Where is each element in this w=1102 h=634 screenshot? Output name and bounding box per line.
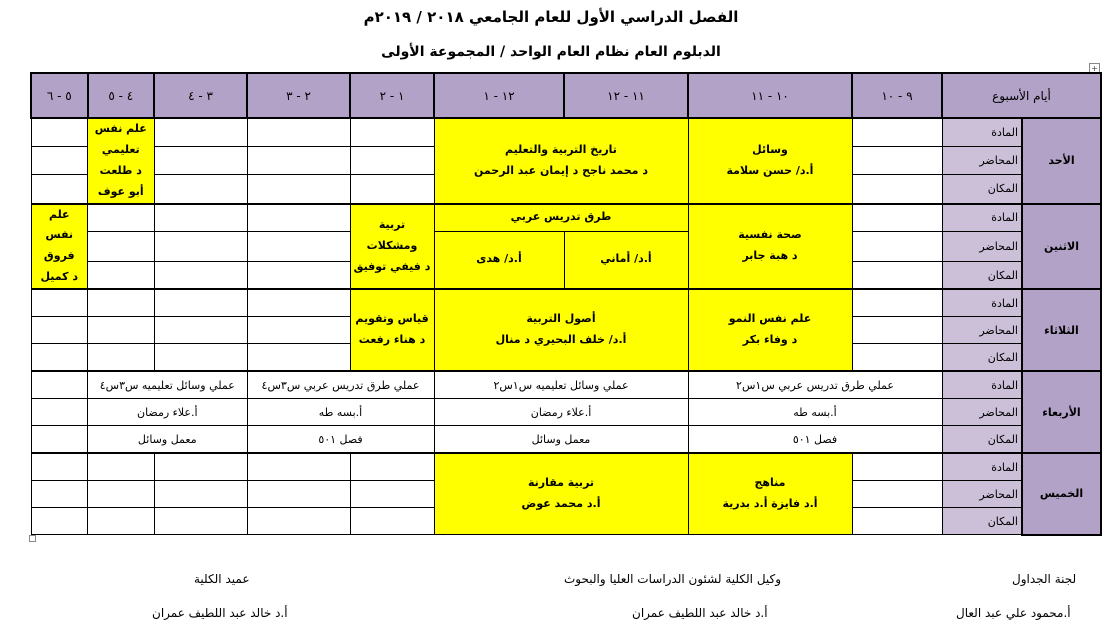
empty-cell xyxy=(247,175,350,204)
subject-label: المادة xyxy=(942,204,1022,232)
empty-cell xyxy=(154,175,247,204)
class-cell xyxy=(434,289,688,371)
dean-name: أ.د خالد عبد اللطيف عمران xyxy=(152,606,288,620)
sunday-subject-row xyxy=(31,118,1101,147)
empty-cell xyxy=(852,344,942,372)
empty-cell xyxy=(154,118,247,147)
committee-title: لجنة الجداول xyxy=(1012,572,1077,586)
empty-cell xyxy=(154,344,247,372)
empty-cell xyxy=(31,481,88,508)
empty-cell xyxy=(154,231,247,262)
class-cell xyxy=(688,204,852,290)
empty-cell xyxy=(247,231,350,262)
lab-subject: عملي طرق تدريس عربي س١س٢ xyxy=(688,371,942,399)
subject-name: تربية مقارنة xyxy=(527,476,595,490)
period-header: ٢ - ٣ xyxy=(247,73,350,118)
subject-name: قياس وتقويم xyxy=(355,312,429,326)
empty-cell xyxy=(154,147,247,175)
empty-cell xyxy=(852,204,942,232)
class-cell xyxy=(688,453,852,535)
place-label: المكان xyxy=(942,426,1022,454)
place-label: المكان xyxy=(942,262,1022,290)
empty-cell xyxy=(154,508,247,535)
subject-name: علم نفس تعليمي xyxy=(94,122,147,156)
lecturer-name: أ.د/ حسن سلامة xyxy=(726,163,814,177)
place-label: المكان xyxy=(942,344,1022,372)
empty-cell xyxy=(247,317,350,344)
lecturer-name: د كميل xyxy=(40,270,79,284)
empty-cell xyxy=(350,453,434,481)
monday-lecturer-row xyxy=(31,231,1101,262)
day-sunday: الأحد xyxy=(1022,118,1101,204)
empty-cell xyxy=(852,231,942,262)
lecturer-name: د هناء رفعت xyxy=(358,333,426,347)
period-header: ١٠ - ١١ xyxy=(688,73,852,118)
class-cell xyxy=(350,289,434,371)
empty-cell xyxy=(852,118,942,147)
period-header: ١١ - ١٢ xyxy=(564,73,688,118)
period-header: ٥ - ٦ xyxy=(31,73,88,118)
empty-cell xyxy=(31,147,88,175)
empty-cell xyxy=(31,289,88,317)
empty-cell xyxy=(154,262,247,290)
empty-cell xyxy=(247,289,350,317)
lecturer-cell: أ.د/ أماني xyxy=(564,231,688,289)
empty-cell xyxy=(31,453,88,481)
table-resize-handle[interactable] xyxy=(29,535,36,542)
lab-lecturer: أ.بسه طه xyxy=(247,399,434,426)
lab-lecturer: أ.بسه طه xyxy=(688,399,942,426)
vice-dean-name: أ.د خالد عبد اللطيف عمران xyxy=(632,606,768,620)
period-header: ٣ - ٤ xyxy=(154,73,247,118)
empty-cell xyxy=(247,147,350,175)
empty-cell xyxy=(31,426,88,454)
lab-place: معمل وسائل xyxy=(88,426,247,454)
lab-place: معمل وسائل xyxy=(434,426,688,454)
empty-cell xyxy=(852,481,942,508)
lab-lecturer: أ.علاء رمضان xyxy=(88,399,247,426)
empty-cell xyxy=(852,262,942,290)
header-row xyxy=(31,73,1101,118)
empty-cell xyxy=(247,481,350,508)
page-title: الفصل الدراسي الأول للعام الجامعي ٢٠١٨ / ٢٠١٩م xyxy=(363,8,739,26)
subject-name: صحة نفسية xyxy=(738,228,802,242)
subject-name: وسائل xyxy=(752,142,788,156)
lecturer-name: أ.د محمد عوض xyxy=(521,497,601,511)
empty-cell xyxy=(350,118,434,147)
monday-subject-row xyxy=(31,204,1101,232)
wednesday-lecturer-row xyxy=(31,399,1101,426)
lab-lecturer: أ.علاء رمضان xyxy=(434,399,688,426)
class-cell xyxy=(350,204,434,290)
thursday-subject-row xyxy=(31,453,1101,481)
lecturer-cell: أ.د/ هدى xyxy=(434,231,564,289)
empty-cell xyxy=(852,289,942,317)
lecturer-label: المحاضر xyxy=(942,317,1022,344)
committee-name: أ.محمود علي عبد العال xyxy=(956,606,1071,620)
subject-label: المادة xyxy=(942,289,1022,317)
subject-name: أصول التربية xyxy=(526,312,596,326)
subject-name: تربية ومشكلات xyxy=(366,218,418,252)
lab-place: فصل ٥٠١ xyxy=(247,426,434,454)
class-cell xyxy=(688,118,852,204)
empty-cell xyxy=(88,453,154,481)
empty-cell xyxy=(31,175,88,204)
place-label: المكان xyxy=(942,508,1022,535)
empty-cell xyxy=(247,204,350,232)
table-move-handle[interactable]: + xyxy=(1089,63,1100,74)
lecturer-name: د وفاء بكر xyxy=(742,333,798,347)
empty-cell xyxy=(88,481,154,508)
empty-cell xyxy=(88,262,154,290)
class-cell xyxy=(88,118,154,204)
empty-cell xyxy=(350,147,434,175)
empty-cell xyxy=(852,175,942,204)
dean-title: عميد الكلية xyxy=(194,572,250,586)
empty-cell xyxy=(852,147,942,175)
period-header: ١٢ - ١ xyxy=(434,73,564,118)
empty-cell xyxy=(31,317,88,344)
day-wednesday: الأربعاء xyxy=(1022,371,1101,453)
empty-cell xyxy=(154,204,247,232)
empty-cell xyxy=(154,453,247,481)
empty-cell xyxy=(154,317,247,344)
empty-cell xyxy=(31,371,88,399)
empty-cell xyxy=(247,262,350,290)
lab-place: فصل ٥٠١ xyxy=(688,426,942,454)
subject-name: علم نفس فروق xyxy=(43,207,75,263)
empty-cell xyxy=(350,508,434,535)
lecturer-label: المحاضر xyxy=(942,231,1022,262)
schedule-table xyxy=(30,72,1102,536)
empty-cell xyxy=(247,453,350,481)
empty-cell xyxy=(31,508,88,535)
lecturer-label: المحاضر xyxy=(942,481,1022,508)
day-tuesday: الثلاثاء xyxy=(1022,289,1101,371)
empty-cell xyxy=(88,317,154,344)
lecturer-name: د محمد ناجح د إيمان عبد الرحمن xyxy=(474,163,648,177)
lecturer-label: المحاضر xyxy=(942,399,1022,426)
subject-name: علم نفس النمو xyxy=(728,312,812,326)
lecturer-label: المحاضر xyxy=(942,147,1022,175)
empty-cell xyxy=(350,175,434,204)
empty-cell xyxy=(852,508,942,535)
empty-cell xyxy=(88,289,154,317)
tuesday-subject-row xyxy=(31,289,1101,317)
empty-cell xyxy=(31,399,88,426)
wednesday-place-row xyxy=(31,426,1101,454)
empty-cell xyxy=(247,508,350,535)
lab-subject: عملي طرق تدريس عربي س٣س٤ xyxy=(247,371,434,399)
class-cell xyxy=(31,204,88,290)
class-cell xyxy=(434,453,688,535)
empty-cell xyxy=(350,481,434,508)
subject-label: المادة xyxy=(942,453,1022,481)
weekday-header: أيام الأسبوع xyxy=(942,73,1101,118)
period-header: ٤ - ٥ xyxy=(88,73,154,118)
subject-name: تاريخ التربية والتعليم xyxy=(505,142,617,156)
period-header: ٩ - ١٠ xyxy=(852,73,942,118)
class-cell: طرق تدريس عربي xyxy=(434,204,688,232)
subject-name: مناهج xyxy=(754,476,786,490)
empty-cell xyxy=(247,118,350,147)
lecturer-name: أ.د فايزة أ.د بدرية xyxy=(722,497,818,511)
lab-subject: عملي وسائل تعليميه س١س٢ xyxy=(434,371,688,399)
lecturer-name: د فيفي توفيق xyxy=(353,259,431,273)
empty-cell xyxy=(852,317,942,344)
lecturer-name: د طلعت أبو عوف xyxy=(97,163,144,198)
place-label: المكان xyxy=(942,175,1022,204)
empty-cell xyxy=(88,231,154,262)
class-cell xyxy=(434,118,688,204)
vice-dean-title: وكيل الكلية لشئون الدراسات العليا والبحوث xyxy=(564,572,782,586)
empty-cell xyxy=(31,344,88,372)
lecturer-name: أ.د/ خلف البحيري د منال xyxy=(495,333,627,347)
subject-label: المادة xyxy=(942,371,1022,399)
period-header: ١ - ٢ xyxy=(350,73,434,118)
subject-label: المادة xyxy=(942,118,1022,147)
empty-cell xyxy=(88,508,154,535)
empty-cell xyxy=(852,453,942,481)
empty-cell xyxy=(154,289,247,317)
empty-cell xyxy=(154,481,247,508)
wednesday-subject-row xyxy=(31,371,1101,399)
day-monday: الاثنين xyxy=(1022,204,1101,290)
empty-cell xyxy=(88,344,154,372)
empty-cell xyxy=(247,344,350,372)
empty-cell xyxy=(31,118,88,147)
day-thursday: الخميس xyxy=(1022,453,1101,535)
page-subtitle: الدبلوم العام نظام العام الواحد / المجموعة الأولى xyxy=(381,44,721,60)
class-cell xyxy=(688,289,852,371)
lab-subject: عملي وسائل تعليميه س٣س٤ xyxy=(88,371,247,399)
empty-cell xyxy=(88,204,154,232)
lecturer-name: د هبة جابر xyxy=(742,249,798,263)
